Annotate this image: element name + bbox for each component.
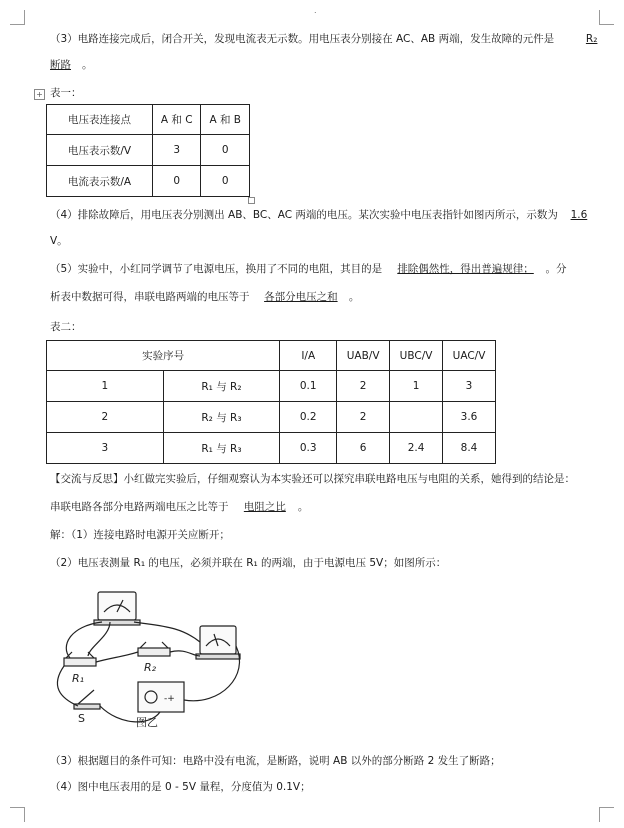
table2-cell: 1 [390, 371, 443, 402]
q3-answer2: 断路 [50, 59, 71, 71]
table2-cell [390, 402, 443, 433]
exchange-line1: 【交流与反思】小红做完实验后，仔细观察认为本实验还可以探究串联电路电压与电阻的关系，她得到的结论是： [50, 473, 575, 485]
q5-line1: （5）实验中，小红同学调节了电源电压，换用了不同的电阻，其目的是 排除偶然性，得出普遍规律； 。分 [50, 263, 567, 275]
table2-cell: 3 [443, 371, 496, 402]
table2-cell: 3 [47, 433, 164, 464]
solution-s2: （2）电压表测量 R₁ 的电压，必须并联在 R₁ 的两端，由于电源电压 5V；如图所示： [50, 557, 447, 569]
table1-header: A 和 C [152, 105, 201, 135]
table2-cell: 2.4 [390, 433, 443, 464]
table2-cell: 2 [47, 402, 164, 433]
label-r2: R₂ [144, 661, 157, 674]
table1-cell: 电流表示数/A [47, 166, 153, 197]
q3-line1: （3）电路连接完成后，闭合开关，发现电流表无示数。用电压表分别接在 AC、AB 两端，发生故障的元件是 R₂ [50, 33, 598, 45]
table1-header: A 和 B [201, 105, 250, 135]
table1-caption: 表一： [50, 87, 82, 99]
ammeter-icon [200, 626, 236, 654]
label-switch: S [78, 712, 85, 725]
table-resize-handle[interactable] [248, 197, 255, 204]
table1-cell: 0 [152, 166, 201, 197]
table2-cell: 2 [337, 371, 390, 402]
table2-cell: 1 [47, 371, 164, 402]
table2-header: UAC/V [443, 341, 496, 371]
voltmeter-icon [98, 592, 136, 620]
table1-cell: 3 [152, 135, 201, 166]
solution-s3: （3）根据题目的条件可知：电路中没有电流，是断路，说明 AB 以外的部分断路 2 发生了断路； [50, 755, 501, 767]
battery-label: -+ [164, 694, 175, 704]
table2-cell: 0.2 [280, 402, 337, 433]
table2-cell: R₂ 与 R₃ [163, 402, 280, 433]
table2-cell: R₁ 与 R₂ [163, 371, 280, 402]
q4-line2: V。 [50, 235, 68, 247]
circuit-figure [50, 586, 260, 736]
table2-header: UAB/V [337, 341, 390, 371]
resistor-r1-icon [64, 658, 96, 666]
table1 [46, 104, 250, 197]
figure-caption: 图乙 [136, 716, 158, 729]
q4-line1: （4）排除故障后，用电压表分别测出 AB、BC、AC 两端的电压。某次实验中电压表指针如图丙所示，示数为 1.6 [50, 209, 588, 221]
switch-icon [78, 690, 94, 704]
exchange-answer: 电阻之比 [243, 501, 286, 513]
q5-line2: 析表中数据可得，串联电路两端的电压等于 各部分电压之和 。 [50, 291, 360, 303]
table2-cell: R₁ 与 R₃ [163, 433, 280, 464]
corner-mark-top-right [599, 10, 614, 25]
table2-cell: 8.4 [443, 433, 496, 464]
table2 [46, 340, 496, 464]
table-move-handle-icon[interactable]: + [34, 89, 45, 100]
solution-s4: （4）图中电压表用的是 0 - 5V 量程，分度值为 0.1V； [50, 781, 311, 793]
table2-cell: 3.6 [443, 402, 496, 433]
q3-answer1: R₂ [585, 33, 598, 45]
label-r1: R₁ [72, 672, 85, 685]
q5-answer1: 排除偶然性，得出普遍规律； [397, 263, 534, 275]
table2-cell: 2 [337, 402, 390, 433]
q3-line2: 断路 。 [50, 59, 93, 71]
exchange-line2: 串联电路各部分电路两端电压之比等于 电阻之比 。 [50, 501, 309, 513]
solution-s1: 解：（1）连接电路时电源开关应断开； [50, 529, 230, 541]
table2-header: UBC/V [390, 341, 443, 371]
corner-mark-top-left [10, 10, 25, 25]
table1-cell: 0 [201, 135, 250, 166]
corner-mark-bottom-right [599, 807, 614, 822]
table2-cell: 0.1 [280, 371, 337, 402]
table2-header: I/A [280, 341, 337, 371]
q4-answer: 1.6 [570, 209, 588, 221]
table2-header: 实验序号 [47, 341, 280, 371]
table2-cell: 6 [337, 433, 390, 464]
resistor-r2-icon [138, 648, 170, 656]
table1-cell: 0 [201, 166, 250, 197]
table2-cell: 0.3 [280, 433, 337, 464]
table2-caption: 表二： [50, 321, 82, 333]
table1-header: 电压表连接点 [47, 105, 153, 135]
corner-mark-bottom-left [10, 807, 25, 822]
q5-answer2: 各部分电压之和 [264, 291, 338, 303]
top-mark: . [314, 6, 317, 15]
table1-cell: 电压表示数/V [47, 135, 153, 166]
